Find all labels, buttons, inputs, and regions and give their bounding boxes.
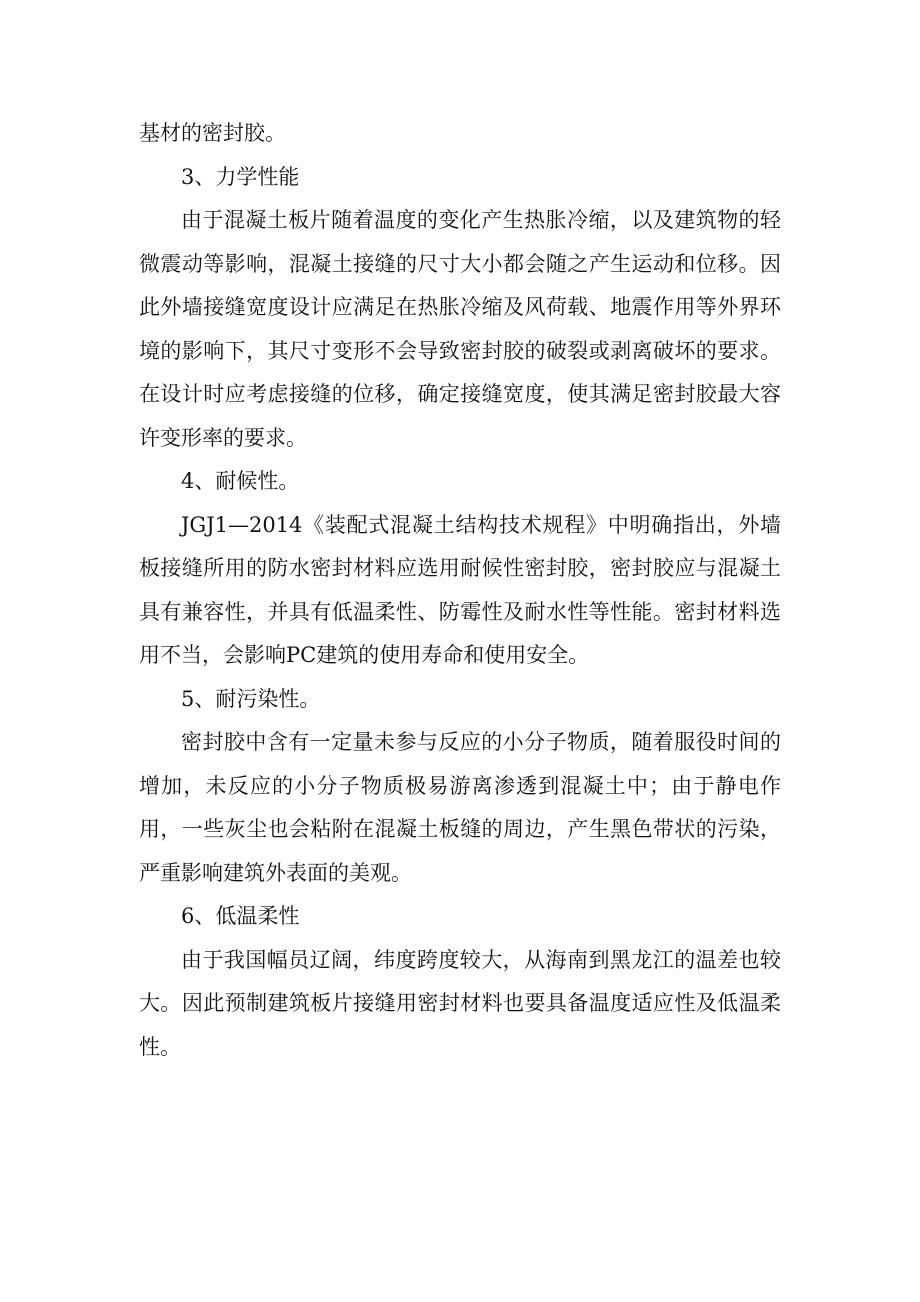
paragraph-continuation: 基材的密封胶。 [139, 121, 286, 145]
section-heading-stain: 5、耐污染性。 [181, 686, 321, 711]
document-body [139, 112, 781, 1069]
paragraph-mechanical: 由于混凝土板片随着温度的变化产生热胀冷缩，以及建筑物的轻微震动等影响，混凝土接缝的尺寸大小都会随之产生运动和位移。因此外墙接缝宽度设计应满足在热胀冷缩及风荷载、地震作用等外界环境的影响下，其尺寸变形不会导致密封胶的破裂或剥离破坏的要求。在设计时应考虑接缝的位移，确定接缝宽度，使其满足密封胶最大容许变形率的要求。 [139, 208, 781, 450]
paragraph-weather: JGJ1—2014《装配式混凝土结构技术规程》中明确指出，外墙板接缝所用的防水密封材料应选用耐候性密封胶，密封胶应与混凝土具有兼容性，并具有低温柔性、防霉性及耐水性等性能。密封材料选用不当，会影响PC建筑的使用寿命和使用安全。 [139, 512, 781, 667]
section-heading-mechanical: 3、力学性能 [181, 164, 300, 189]
section-heading-weather: 4、耐候性。 [181, 469, 300, 493]
paragraph-stain: 密封胶中含有一定量未参与反应的小分子物质，随着服役时间的增加，未反应的小分子物质极易游离渗透到混凝土中；由于静电作用，一些灰尘也会粘附在混凝土板缝的周边，产生黑色带状的污染，严重影响建筑外表面的美观。 [139, 730, 781, 885]
section-heading-low-temp: 6、低温柔性 [181, 904, 300, 928]
paragraph-low-temp: 由于我国幅员辽阔，纬度跨度较大，从海南到黑龙江的温差也较大。因此预制建筑板片接缝用密封材料也要具备温度适应性及低温柔性。 [139, 947, 781, 1059]
